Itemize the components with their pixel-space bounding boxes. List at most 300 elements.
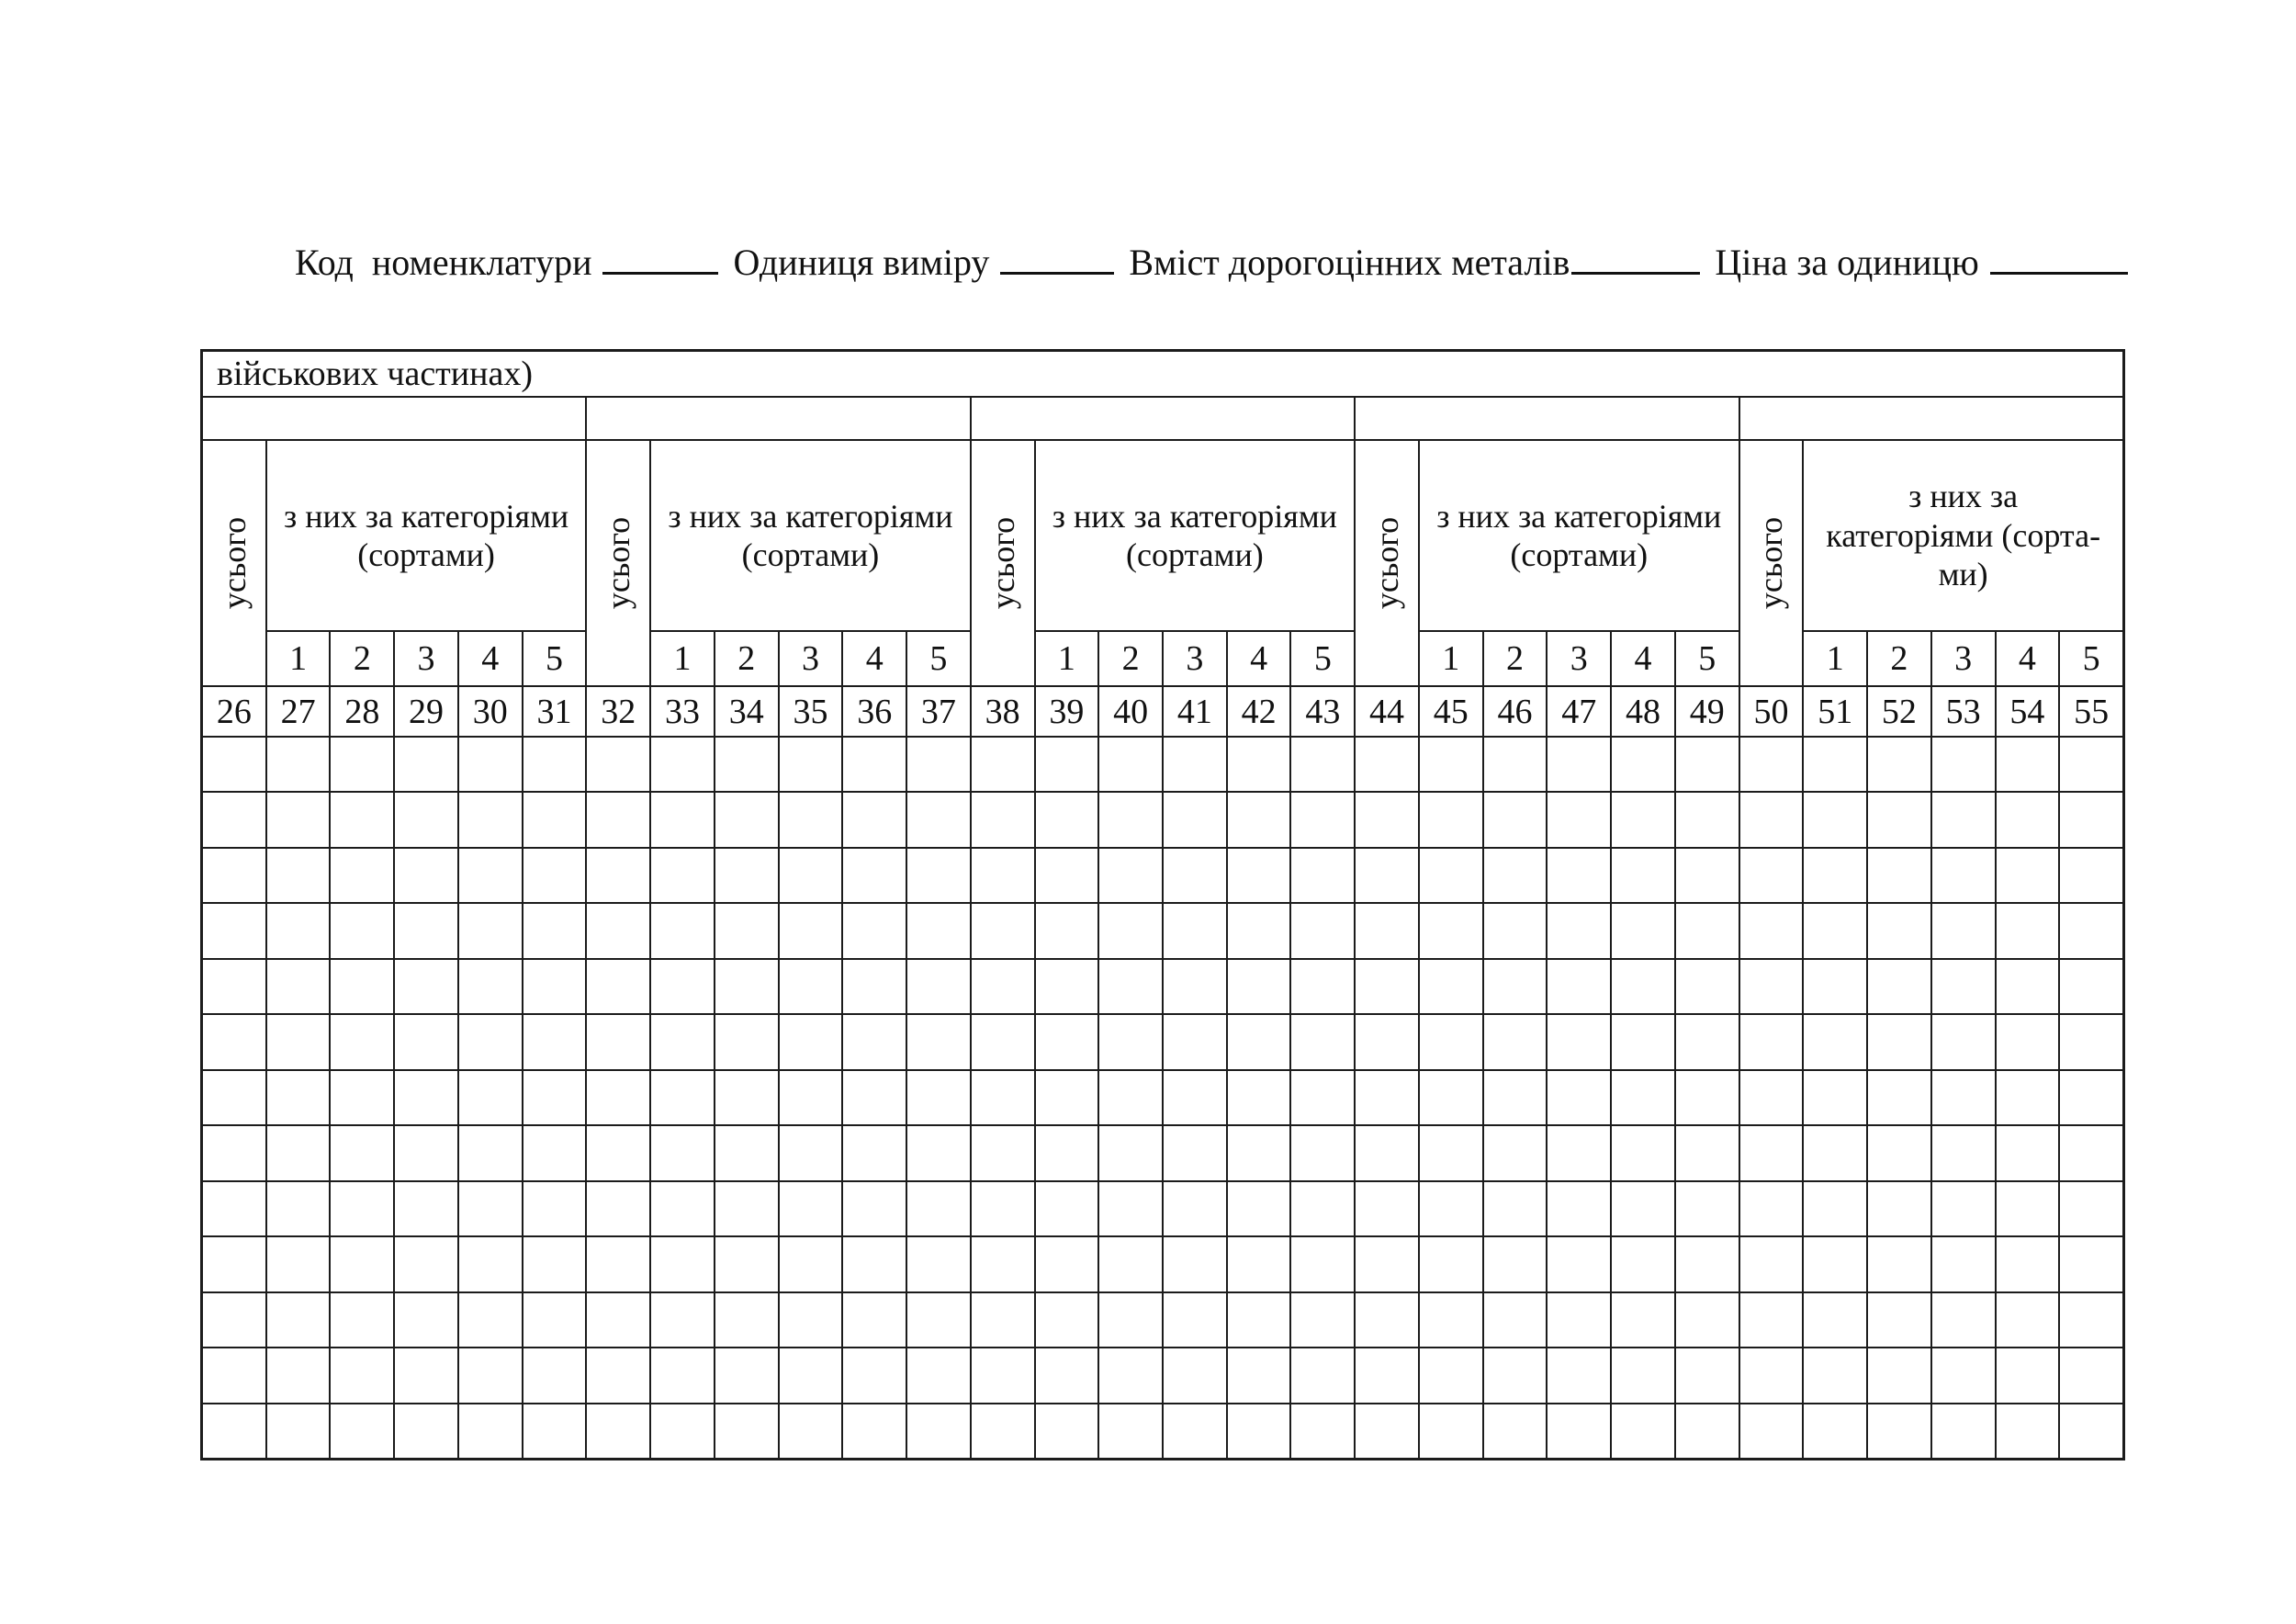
body-cell xyxy=(1484,1015,1547,1068)
body-cell xyxy=(907,1348,970,1402)
column-number-cell: 53 xyxy=(1932,687,1995,736)
body-cell xyxy=(267,1015,330,1068)
body-cell xyxy=(267,1126,330,1179)
body-cell xyxy=(1036,1015,1098,1068)
body-cell xyxy=(1164,1293,1226,1347)
body-cell xyxy=(651,1182,714,1235)
body-cell xyxy=(331,1071,393,1124)
body-cell xyxy=(203,960,265,1013)
body-cell xyxy=(1868,904,1930,957)
body-cell xyxy=(331,904,393,957)
body-cell xyxy=(267,1182,330,1235)
body-cell xyxy=(1356,960,1418,1013)
body-cell xyxy=(459,1348,522,1402)
body-cell xyxy=(843,904,906,957)
category-header-line: (сортами) xyxy=(741,536,880,573)
body-cell xyxy=(1291,738,1354,791)
body-cell xyxy=(1036,738,1098,791)
category-header-line: з них за xyxy=(1908,478,2019,515)
body-cell xyxy=(972,1237,1034,1291)
category-header-line: з них за категоріями xyxy=(668,497,953,535)
body-cell xyxy=(1997,1071,2059,1124)
body-cell xyxy=(972,793,1034,846)
body-cell xyxy=(395,1071,457,1124)
body-cell xyxy=(780,960,842,1013)
body-cell xyxy=(1548,849,1610,902)
category-group-header xyxy=(267,441,586,630)
body-cell xyxy=(843,1071,906,1124)
body-cell xyxy=(1099,1071,1162,1124)
body-cell xyxy=(267,1293,330,1347)
body-cell xyxy=(1099,793,1162,846)
body-cell xyxy=(587,793,649,846)
body-cell xyxy=(907,1071,970,1124)
body-cell xyxy=(780,1126,842,1179)
body-cell xyxy=(843,1404,906,1458)
body-cell xyxy=(459,1126,522,1179)
body-cell xyxy=(715,960,778,1013)
body-cell xyxy=(972,1348,1034,1402)
body-cell xyxy=(459,793,522,846)
body-cell xyxy=(523,1126,586,1179)
body-cell xyxy=(1997,1126,2059,1179)
body-cell xyxy=(331,1348,393,1402)
body-cell xyxy=(523,1293,586,1347)
body-cell xyxy=(267,904,330,957)
body-cell xyxy=(1997,1015,2059,1068)
body-cell xyxy=(1932,1126,1995,1179)
body-cell xyxy=(1291,904,1354,957)
body-cell xyxy=(972,1071,1034,1124)
body-cell xyxy=(1484,1071,1547,1124)
body-cell xyxy=(1291,1182,1354,1235)
body-cell xyxy=(1932,1182,1995,1235)
body-cell xyxy=(1036,1071,1098,1124)
total-label: усього xyxy=(1752,516,1790,610)
body-cell xyxy=(1228,960,1290,1013)
body-cell xyxy=(1099,904,1162,957)
body-cell xyxy=(1676,1348,1739,1402)
body-cell xyxy=(1676,1237,1739,1291)
body-cell xyxy=(331,793,393,846)
body-cell xyxy=(523,1182,586,1235)
body-cell xyxy=(1804,1182,1866,1235)
body-cell xyxy=(331,1015,393,1068)
body-cell xyxy=(1548,1015,1610,1068)
body-cell xyxy=(651,960,714,1013)
body-cell xyxy=(459,960,522,1013)
body-cell xyxy=(1868,1293,1930,1347)
column-number-cell: 44 xyxy=(1356,687,1418,736)
body-cell xyxy=(972,904,1034,957)
body-cell xyxy=(843,1126,906,1179)
body-cell xyxy=(1997,793,2059,846)
body-cell xyxy=(1164,1015,1226,1068)
column-number-cell: 48 xyxy=(1612,687,1674,736)
body-cell xyxy=(523,1348,586,1402)
body-cell xyxy=(1612,1015,1674,1068)
body-cell xyxy=(1356,1015,1418,1068)
column-number-cell: 47 xyxy=(1548,687,1610,736)
body-cell xyxy=(1612,1126,1674,1179)
body-cell xyxy=(907,1015,970,1068)
body-cell xyxy=(1676,1015,1739,1068)
body-cell xyxy=(1420,1404,1482,1458)
column-number-cell: 30 xyxy=(459,687,522,736)
body-cell xyxy=(1291,1237,1354,1291)
body-cell xyxy=(395,904,457,957)
body-cell xyxy=(972,1404,1034,1458)
body-cell xyxy=(395,1126,457,1179)
body-cell xyxy=(395,849,457,902)
body-cell xyxy=(1868,1237,1930,1291)
body-cell xyxy=(1548,1404,1610,1458)
body-cell xyxy=(651,793,714,846)
body-cell xyxy=(1804,1015,1866,1068)
body-cell xyxy=(523,904,586,957)
unit-price-blank xyxy=(1990,272,2128,275)
body-cell xyxy=(1164,849,1226,902)
body-cell xyxy=(1420,738,1482,791)
body-cell xyxy=(1099,1293,1162,1347)
body-cell xyxy=(651,738,714,791)
body-cell xyxy=(843,1348,906,1402)
column-number-cell: 50 xyxy=(1740,687,1803,736)
body-cell xyxy=(907,1404,970,1458)
body-cell xyxy=(715,1182,778,1235)
body-cell xyxy=(267,1071,330,1124)
body-cell xyxy=(395,960,457,1013)
body-cell xyxy=(1740,960,1803,1013)
body-cell xyxy=(1484,904,1547,957)
body-cell xyxy=(1420,1293,1482,1347)
body-cell xyxy=(2060,1015,2122,1068)
measure-unit-blank xyxy=(1000,272,1114,275)
body-cell xyxy=(907,849,970,902)
body-cell xyxy=(843,849,906,902)
body-cell xyxy=(395,1348,457,1402)
body-cell xyxy=(715,793,778,846)
body-cell xyxy=(395,1293,457,1347)
body-cell xyxy=(972,1182,1034,1235)
body-cell xyxy=(1420,1237,1482,1291)
body-cell xyxy=(1099,1404,1162,1458)
body-cell xyxy=(1036,1126,1098,1179)
body-cell xyxy=(1612,1404,1674,1458)
body-cell xyxy=(1932,849,1995,902)
body-cell xyxy=(1228,1237,1290,1291)
body-cell xyxy=(1228,1404,1290,1458)
body-cell xyxy=(972,1015,1034,1068)
body-cell xyxy=(780,738,842,791)
body-cell xyxy=(651,849,714,902)
body-cell xyxy=(1484,1182,1547,1235)
body-cell xyxy=(651,1293,714,1347)
body-cell xyxy=(587,1015,649,1068)
body-cell xyxy=(331,1293,393,1347)
body-cell xyxy=(331,738,393,791)
body-cell xyxy=(395,1404,457,1458)
column-number-cell: 28 xyxy=(331,687,393,736)
body-cell xyxy=(780,1293,842,1347)
body-cell xyxy=(587,1237,649,1291)
group-header-cell xyxy=(587,398,969,439)
body-cell xyxy=(843,1293,906,1347)
column-number-cell: 49 xyxy=(1676,687,1739,736)
body-cell xyxy=(459,1071,522,1124)
category-index-cell: 2 xyxy=(1868,632,1930,685)
body-cell xyxy=(2060,793,2122,846)
body-cell xyxy=(2060,1182,2122,1235)
body-cell xyxy=(1099,1348,1162,1402)
column-number-cell: 27 xyxy=(267,687,330,736)
category-header-line: з них за категоріями xyxy=(1052,497,1337,535)
body-cell xyxy=(843,960,906,1013)
body-cell xyxy=(1868,1015,1930,1068)
body-cell xyxy=(1099,849,1162,902)
body-cell xyxy=(715,1293,778,1347)
body-cell xyxy=(1164,793,1226,846)
body-cell xyxy=(1484,793,1547,846)
body-cell xyxy=(1484,1404,1547,1458)
precious-metals-label: Вміст дорогоцінних металів xyxy=(1129,242,1570,283)
table-caption: військових частинах) xyxy=(203,352,2122,396)
column-number-cell: 51 xyxy=(1804,687,1866,736)
body-cell xyxy=(331,1182,393,1235)
body-cell xyxy=(2060,1237,2122,1291)
body-cell xyxy=(1548,1126,1610,1179)
body-cell xyxy=(203,1237,265,1291)
body-cell xyxy=(1356,1237,1418,1291)
column-number-cell: 26 xyxy=(203,687,265,736)
body-cell xyxy=(2060,1404,2122,1458)
category-group-header xyxy=(1804,441,2122,630)
body-cell xyxy=(1868,1071,1930,1124)
category-index-cell: 5 xyxy=(1676,632,1739,685)
report-table xyxy=(200,349,2125,1460)
body-cell xyxy=(1420,1071,1482,1124)
body-cell xyxy=(1164,960,1226,1013)
body-cell xyxy=(780,1348,842,1402)
body-cell xyxy=(267,1237,330,1291)
category-index-cell: 2 xyxy=(331,632,393,685)
body-cell xyxy=(1164,1126,1226,1179)
body-cell xyxy=(1099,1182,1162,1235)
body-cell xyxy=(1099,738,1162,791)
body-cell xyxy=(459,904,522,957)
body-cell xyxy=(1932,793,1995,846)
body-cell xyxy=(907,1293,970,1347)
body-cell xyxy=(203,1126,265,1179)
body-cell xyxy=(1676,904,1739,957)
body-cell xyxy=(1740,1348,1803,1402)
body-cell xyxy=(1036,793,1098,846)
body-cell xyxy=(395,793,457,846)
body-cell xyxy=(459,1293,522,1347)
body-cell xyxy=(1484,1293,1547,1347)
body-cell xyxy=(1291,1071,1354,1124)
body-cell xyxy=(1740,849,1803,902)
category-index-cell: 1 xyxy=(1804,632,1866,685)
body-cell xyxy=(395,1015,457,1068)
body-cell xyxy=(1164,1237,1226,1291)
body-cell xyxy=(972,1126,1034,1179)
body-cell xyxy=(651,1126,714,1179)
body-cell xyxy=(2060,904,2122,957)
body-cell xyxy=(267,1404,330,1458)
body-cell xyxy=(843,1015,906,1068)
body-cell xyxy=(1291,1293,1354,1347)
body-cell xyxy=(907,904,970,957)
body-cell xyxy=(587,738,649,791)
total-label: усього xyxy=(1368,516,1406,610)
body-cell xyxy=(715,1126,778,1179)
body-cell xyxy=(1420,904,1482,957)
body-cell xyxy=(1420,960,1482,1013)
body-cell xyxy=(1548,1237,1610,1291)
category-index-cell: 3 xyxy=(1164,632,1226,685)
body-cell xyxy=(1228,849,1290,902)
body-cell xyxy=(972,960,1034,1013)
body-cell xyxy=(1291,1126,1354,1179)
column-number-cell: 37 xyxy=(907,687,970,736)
total-label: усього xyxy=(984,516,1021,610)
body-cell xyxy=(587,904,649,957)
body-cell xyxy=(1356,1348,1418,1402)
body-cell xyxy=(1612,1182,1674,1235)
body-cell xyxy=(1804,1404,1866,1458)
body-cell xyxy=(715,1015,778,1068)
group-header-cell xyxy=(203,398,585,439)
body-cell xyxy=(1676,1182,1739,1235)
body-cell xyxy=(523,849,586,902)
total-column-header xyxy=(1356,441,1418,685)
body-cell xyxy=(1676,960,1739,1013)
column-number-cell: 45 xyxy=(1420,687,1482,736)
body-cell xyxy=(1676,738,1739,791)
body-cell xyxy=(780,1404,842,1458)
body-cell xyxy=(1484,1348,1547,1402)
body-cell xyxy=(203,1182,265,1235)
body-cell xyxy=(1932,1293,1995,1347)
body-cell xyxy=(1036,1404,1098,1458)
total-column-header xyxy=(587,441,649,685)
body-cell xyxy=(395,1182,457,1235)
body-cell xyxy=(2060,1071,2122,1124)
body-cell xyxy=(1548,793,1610,846)
body-cell xyxy=(523,1404,586,1458)
body-cell xyxy=(1804,738,1866,791)
measure-unit-label: Одиниця виміру xyxy=(733,242,990,283)
body-cell xyxy=(331,1404,393,1458)
body-cell xyxy=(1356,1293,1418,1347)
body-cell xyxy=(203,1293,265,1347)
category-index-cell: 4 xyxy=(1228,632,1290,685)
body-cell xyxy=(1291,793,1354,846)
category-index-cell: 3 xyxy=(780,632,842,685)
body-cell xyxy=(1291,1348,1354,1402)
body-cell xyxy=(1484,1126,1547,1179)
body-cell xyxy=(1997,1293,2059,1347)
column-number-cell: 52 xyxy=(1868,687,1930,736)
body-cell xyxy=(1997,738,2059,791)
body-cell xyxy=(1228,1348,1290,1402)
body-cell xyxy=(1868,1182,1930,1235)
body-cell xyxy=(1291,1404,1354,1458)
body-cell xyxy=(587,1293,649,1347)
body-cell xyxy=(1356,1182,1418,1235)
body-cell xyxy=(2060,1348,2122,1402)
body-cell xyxy=(1484,960,1547,1013)
body-cell xyxy=(1612,738,1674,791)
body-cell xyxy=(1420,1348,1482,1402)
body-cell xyxy=(1164,1182,1226,1235)
category-header-line: категоріями (сорта- xyxy=(1826,516,2101,554)
body-cell xyxy=(1612,1293,1674,1347)
body-cell xyxy=(1356,904,1418,957)
category-index-cell: 1 xyxy=(1420,632,1482,685)
body-cell xyxy=(587,1126,649,1179)
body-cell xyxy=(1612,793,1674,846)
body-cell xyxy=(1740,1404,1803,1458)
body-cell xyxy=(907,1182,970,1235)
category-index-cell: 5 xyxy=(1291,632,1354,685)
category-index-cell: 3 xyxy=(1932,632,1995,685)
body-cell xyxy=(1804,960,1866,1013)
body-cell xyxy=(1804,849,1866,902)
body-cell xyxy=(972,1293,1034,1347)
body-cell xyxy=(2060,1126,2122,1179)
body-cell xyxy=(459,1404,522,1458)
body-cell xyxy=(1036,1237,1098,1291)
body-cell xyxy=(1932,1348,1995,1402)
body-cell xyxy=(1164,904,1226,957)
body-cell xyxy=(331,849,393,902)
body-cell xyxy=(459,738,522,791)
body-cell xyxy=(1612,1237,1674,1291)
body-cell xyxy=(843,1237,906,1291)
body-cell xyxy=(1228,1182,1290,1235)
body-cell xyxy=(1228,793,1290,846)
nomenclature-code-blank xyxy=(602,272,718,275)
category-header-line: (сортами) xyxy=(357,536,495,573)
body-cell xyxy=(1997,1237,2059,1291)
body-cell xyxy=(1612,849,1674,902)
body-cell xyxy=(1099,1126,1162,1179)
body-cell xyxy=(203,904,265,957)
body-cell xyxy=(395,738,457,791)
body-cell xyxy=(715,904,778,957)
body-cell xyxy=(1548,1182,1610,1235)
body-cell xyxy=(1356,793,1418,846)
body-cell xyxy=(1804,793,1866,846)
body-cell xyxy=(1740,1126,1803,1179)
body-cell xyxy=(203,849,265,902)
body-cell xyxy=(1099,960,1162,1013)
body-cell xyxy=(395,1237,457,1291)
body-cell xyxy=(1484,738,1547,791)
body-cell xyxy=(587,1071,649,1124)
body-cell xyxy=(1228,738,1290,791)
category-header-line: (сортами) xyxy=(1126,536,1264,573)
body-cell xyxy=(1932,960,1995,1013)
body-cell xyxy=(907,960,970,1013)
category-index-cell: 1 xyxy=(267,632,330,685)
body-cell xyxy=(780,1182,842,1235)
body-cell xyxy=(1291,1015,1354,1068)
body-cell xyxy=(1804,1348,1866,1402)
body-cell xyxy=(1868,849,1930,902)
